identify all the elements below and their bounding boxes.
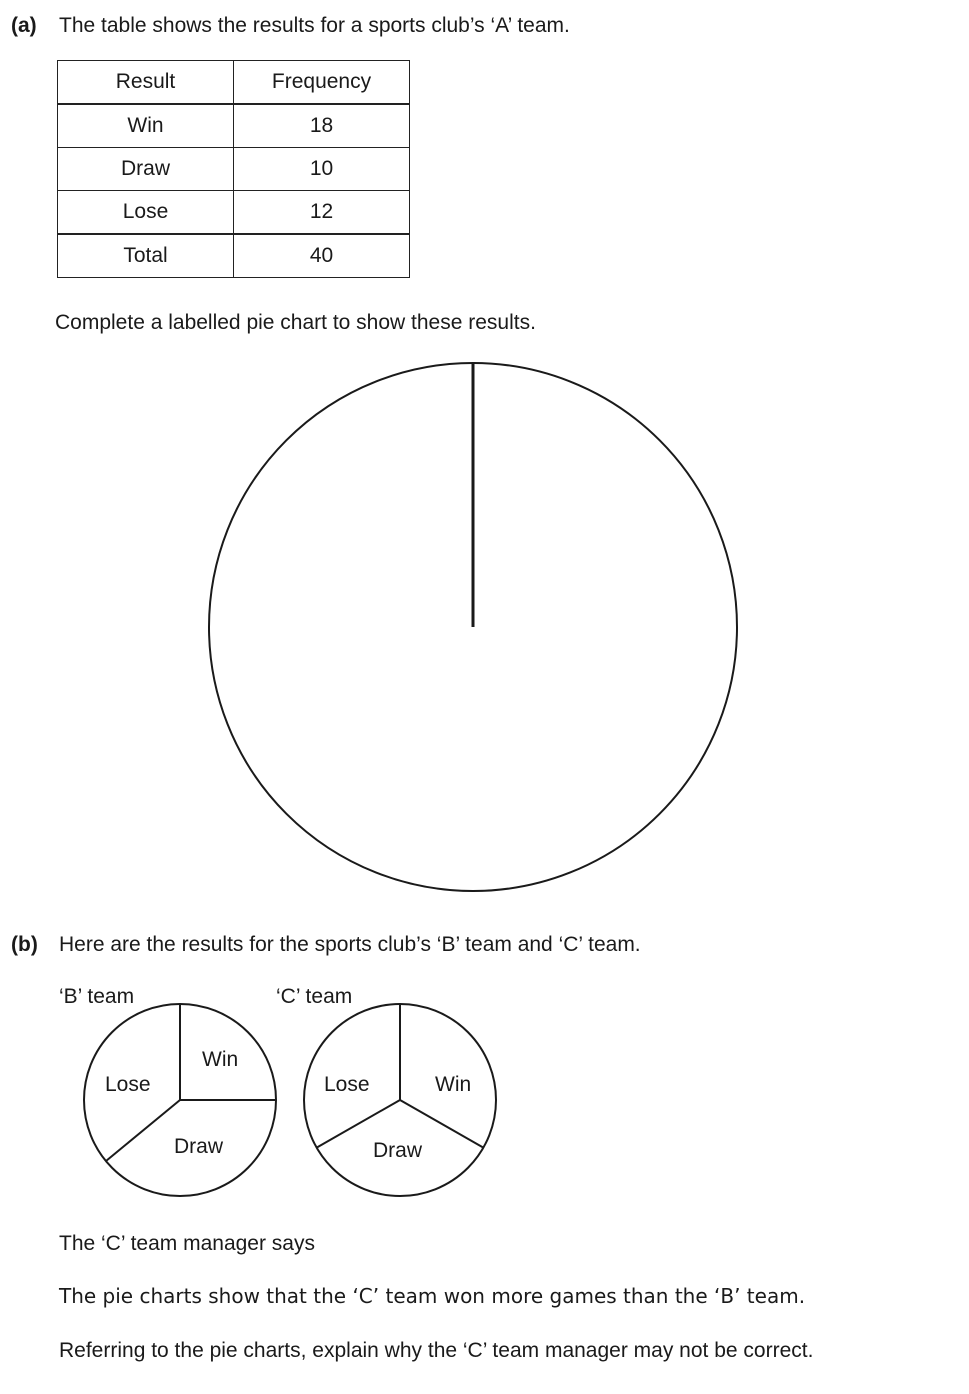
results-table <box>57 60 410 278</box>
total-label-cell: Total <box>58 234 234 278</box>
c-pie-label-win: Win <box>435 1073 472 1096</box>
b-team-title: ‘B’ team <box>59 985 135 1008</box>
result-cell: Draw <box>58 148 234 191</box>
b-pie-label-win: Win <box>202 1048 239 1071</box>
b-pie-radius-lose-draw <box>106 1100 180 1161</box>
table-row <box>58 191 410 235</box>
c-team-title: ‘C’ team <box>276 985 353 1008</box>
table-header-row <box>58 61 410 105</box>
c-pie-label-lose: Lose <box>324 1073 370 1096</box>
manager-quote: The pie charts show that the ‘C’ team won more games than the ‘B’ team. <box>59 1284 806 1308</box>
result-cell: Lose <box>58 191 234 235</box>
table-total-row <box>58 234 410 278</box>
header-result: Result <box>58 61 234 105</box>
part-b-label: (b) <box>11 933 38 956</box>
b-team-pie-chart <box>80 1000 280 1200</box>
part-b-question: Referring to the pie charts, explain why the ‘C’ team manager may not be correct. <box>59 1339 814 1362</box>
frequency-cell: 12 <box>234 191 410 235</box>
part-a-label: (a) <box>11 14 37 37</box>
part-a-instruction: Complete a labelled pie chart to show these results. <box>55 311 536 334</box>
frequency-cell: 10 <box>234 148 410 191</box>
part-b-intro: Here are the results for the sports club’s ‘B’ team and ‘C’ team. <box>59 933 641 956</box>
frequency-cell: 18 <box>234 104 410 148</box>
b-pie-label-lose: Lose <box>105 1073 151 1096</box>
blank-pie-chart[interactable] <box>200 355 746 901</box>
manager-intro: The ‘C’ team manager says <box>59 1232 315 1255</box>
c-team-pie-chart <box>300 1000 500 1200</box>
table-row <box>58 104 410 148</box>
total-frequency-cell: 40 <box>234 234 410 278</box>
part-a-intro: The table shows the results for a sports club’s ‘A’ team. <box>59 14 570 37</box>
c-pie-label-draw: Draw <box>373 1139 423 1162</box>
result-cell: Win <box>58 104 234 148</box>
b-pie-label-draw: Draw <box>174 1135 224 1158</box>
header-frequency: Frequency <box>234 61 410 105</box>
table-row <box>58 148 410 191</box>
